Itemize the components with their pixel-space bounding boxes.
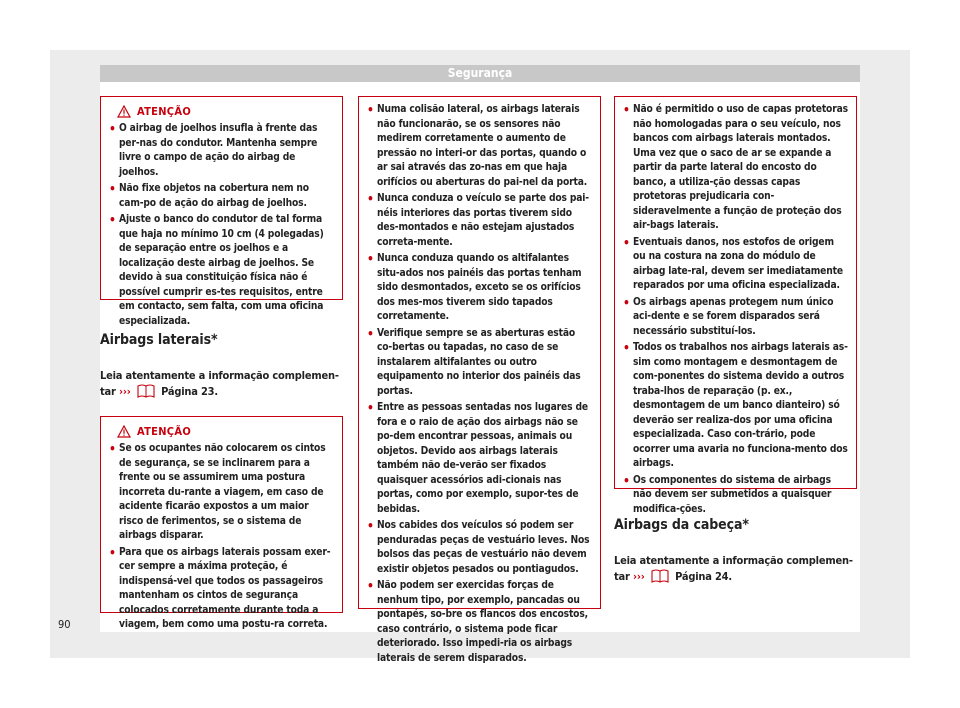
- book-icon: [651, 569, 669, 583]
- list-item: • Todos os trabalhos nos airbags laterais as-sim como montagem e desmontagem de com-ponentes do sistema devido a outros traba-lhos de reparação (p. ex., desmontagem de um banco dianteiro) só deverão ser realiza-dos por uma oficina especializada. Caso con-trário, pode ocorrer uma avaria no funciona-mento dos airbags.: [623, 341, 848, 469]
- warning-title: ATENÇÃO: [137, 424, 192, 438]
- list-item: • Numa colisão lateral, os airbags laterais não funcionarão, se os sensores não medirem corretamente o aumento de pressão no interi-or das portas, quando o ar sai através das zo-nas em que haja orifícios ou aberturas do pai-nel da porta.: [367, 103, 588, 188]
- warning-box-continued: [614, 96, 857, 515]
- red-bullet: •: [367, 103, 374, 117]
- section-intro: Leia atentamente a informação complemen-tar ››› Página 23.: [100, 369, 339, 398]
- red-bullet: •: [367, 252, 374, 266]
- page-reference-link[interactable]: Página 23.: [161, 385, 218, 398]
- list-item: • Nos cabides dos veículos só podem ser penduradas peças de vestuário leves. Nos bolsos das peças de vestuário não devem existir objetos pesados ou pontiagudos.: [367, 519, 590, 575]
- red-bullet: •: [109, 213, 116, 227]
- red-bullet: •: [109, 545, 116, 560]
- section-title-head-airbags: Airbags da cabeça*: [614, 517, 749, 533]
- red-bullet: •: [623, 341, 630, 355]
- red-bullet: •: [367, 519, 374, 533]
- ref-arrows: ›››: [118, 385, 131, 398]
- red-bullet: •: [367, 579, 374, 593]
- book-icon: [137, 384, 155, 398]
- list-item: • Os airbags apenas protegem num único aci-dente e se forem disparados será necessário substituí-los.: [623, 295, 834, 337]
- warning-box-continued: [358, 96, 601, 664]
- list-item: • Nunca conduza quando os altifalantes situ-ados nos painéis das portas tenham sido desmontados, exceto se os orifícios dos mes-mos tiverem sido tapados corretamente.: [367, 252, 582, 322]
- list-item: • Não podem ser exercidas forças de nenhum tipo, por exemplo, pancadas ou pontapés, so-bre os flancos dos encostos, caso contrário, o sistema pode ficar deteriorado. Isso impedi-ria os airbags laterais de serem disparados.: [367, 579, 588, 664]
- warning-box-side-airbags: [100, 416, 343, 630]
- list-item: • Verifique sempre se as aberturas estão co-bertas ou tapadas, no caso de se instalarem altifalantes ou outro equipamento no interior dos painéis das portas.: [367, 326, 581, 397]
- list-item: • Se os ocupantes não colocarem os cintos de segurança, se se inclinarem para a frente ou se assumirem uma postura incorreta du-rante a viagem, em caso de acidente ficarão expostos a um maior risco de ferimentos, se o sistema de airbags disparar.: [109, 442, 326, 541]
- red-bullet: •: [623, 473, 630, 488]
- column-2: [358, 96, 601, 664]
- red-bullet: •: [623, 295, 630, 310]
- warning-header: [117, 103, 334, 119]
- red-bullet: •: [367, 401, 374, 415]
- red-bullet: •: [623, 103, 630, 117]
- list-item: • Eventuais danos, nos estofos de origem ou na costura na zona do módulo de airbag late-ral, devem ser imediatamente reparados por uma oficina especializada.: [623, 235, 843, 291]
- column-1: [100, 96, 343, 630]
- list-item: • Os componentes do sistema de airbags não devem ser submetidos a quaisquer modifica-ções.: [623, 473, 832, 515]
- warning-header: [117, 423, 334, 439]
- section-title-side-airbags: Airbags laterais*: [100, 332, 218, 348]
- list-item: • Ajuste o banco do condutor de tal forma que haja no mínimo 10 cm (4 polegadas) de separação entre os joelhos e a localização deste airbag de joelhos. Se devido à sua constituição física não é possível cumprir es-tes requisitos, entre em contacto, sem falta, com uma oficina especializada.: [109, 213, 324, 327]
- list-item: • Nunca conduza o veículo se parte dos pai-néis interiores das portas tiverem sido des-montados e não estejam ajustados correta-mente.: [367, 192, 589, 248]
- list-item: • Não é permitido o uso de capas protetoras não homologadas para o seu veículo, nos bancos com airbags laterais montados. Uma vez que o saco de ar se expande a partir da parte lateral do encosto do banco, a utiliza-ção dessas capas protetoras prejudicaria con-sideravelmente a função de proteção dos air-bags laterais.: [623, 103, 848, 231]
- list-item: • Para que os airbags laterais possam exer-cer sempre a máxima proteção, é indispensá-vel que todos os passageiros mantenham os cintos de segurança colocados corretamente durante toda a viagem, bem como uma postu-ra correta.: [109, 545, 331, 630]
- warning-triangle-icon: [117, 425, 131, 438]
- warning-box-knee-airbag: [100, 96, 343, 327]
- header-title: Segurança: [447, 66, 513, 80]
- ref-arrows: ›››: [632, 570, 645, 583]
- warning-title: ATENÇÃO: [137, 104, 192, 118]
- red-bullet: •: [109, 122, 116, 136]
- page-number: 90: [58, 618, 71, 631]
- column-3: [614, 96, 857, 585]
- list-item: • O airbag de joelhos insufla à frente das per-nas do condutor. Mantenha sempre livre o campo de ação do airbag de joelhos.: [109, 122, 318, 178]
- red-bullet: •: [367, 326, 374, 341]
- red-bullet: •: [109, 182, 116, 196]
- page-header: [100, 65, 860, 82]
- warning-triangle-icon: [117, 105, 131, 118]
- section-intro: Leia atentamente a informação complemen-tar ››› Página 24.: [614, 554, 853, 583]
- red-bullet: •: [623, 235, 630, 250]
- red-bullet: •: [109, 442, 116, 456]
- red-bullet: •: [367, 192, 374, 206]
- list-item: • Não fixe objetos na cobertura nem no cam-po de ação do airbag de joelhos.: [109, 182, 309, 209]
- list-item: • Entre as pessoas sentadas nos lugares de fora e o raio de ação dos airbags não se po-dem encontrar pessoas, animais ou objetos. Devido aos airbags laterais também não de-verão ser fixados quaisquer acessórios adi-cionais nas portas, como por exemplo, supor-tes de bebidas.: [367, 401, 588, 515]
- page-reference-link[interactable]: Página 24.: [675, 570, 732, 583]
